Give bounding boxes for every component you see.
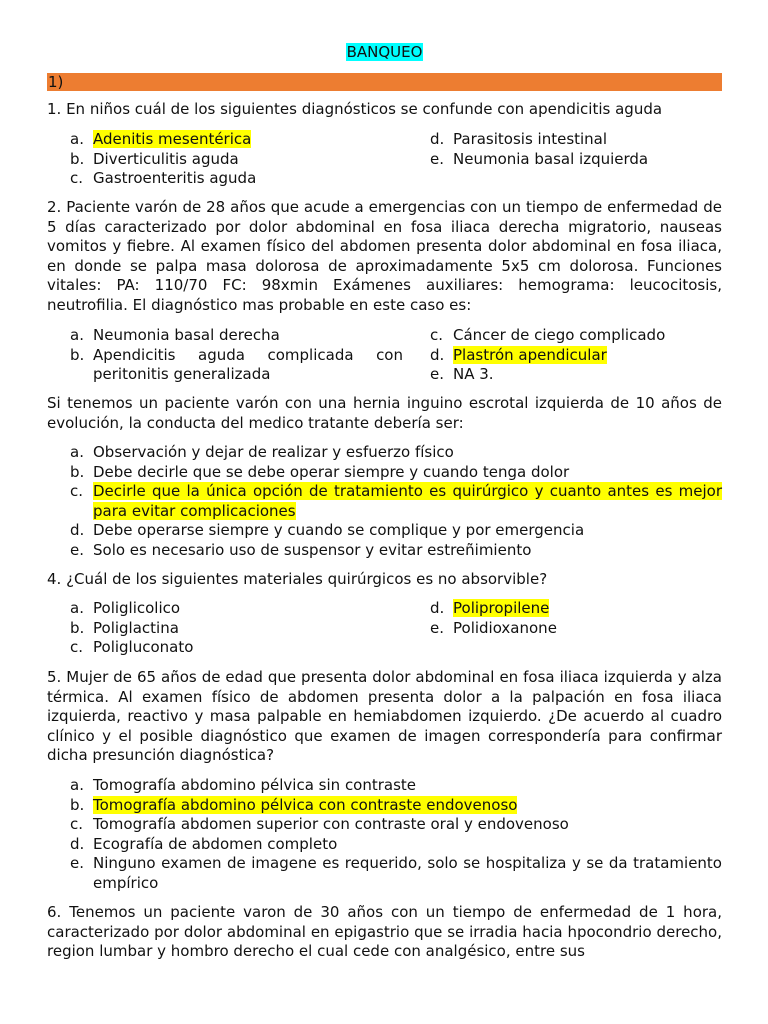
document-title: BANQUEO: [346, 43, 423, 61]
answer-option: [70, 638, 403, 658]
answer-option: [70, 776, 722, 796]
answer-option: [70, 619, 403, 639]
answer-option: [70, 835, 722, 855]
question-1-text: 1. En niños cuál de los siguientes diagnósticos se confunde con apendicitis aguda: [47, 100, 663, 118]
options-left-column: [70, 326, 403, 385]
option-letter: c.: [70, 815, 84, 834]
answer-option: [430, 326, 722, 346]
option-letter: b.: [70, 618, 85, 637]
options-left-column: [70, 130, 403, 189]
option-text: Diverticulitis aguda: [93, 149, 239, 168]
question-3-options: [70, 443, 722, 561]
section-number: 1): [48, 73, 64, 91]
option-letter: a.: [70, 130, 84, 148]
option-letter: c.: [70, 638, 84, 657]
answer-option: [70, 346, 403, 385]
option-text: NA 3.: [453, 365, 494, 384]
options-left-column: [70, 599, 403, 658]
answer-option: [430, 130, 722, 150]
answer-option: [430, 365, 722, 385]
answer-option: [70, 541, 722, 561]
option-text: Cáncer de ciego complicado: [453, 326, 666, 344]
answer-option: [70, 169, 403, 189]
answer-option: [70, 443, 722, 463]
answer-option: [430, 599, 722, 619]
question-2-text: 2. Paciente varón de 28 años que acude a emergencias con un tiempo de enfermedad de 5 días caracterizado por dolor abdominal en fosa iliaca derecha migratorio, nauseas vomitos y fiebre. Al examen físico del abdomen presenta dolor abdominal en fosa iliaca, en donde se palpa masa dolorosa de aproximadamente 5x5 cm dolorosa. Funciones vitales: PA: 110/70 FC: 98xmin Exámenes auxiliares: hemograma: leucocitosis, neutrofilia. El diagnóstico mas probable en este caso es:: [47, 198, 722, 314]
option-text: Tomografía abdomen superior con contraste oral y endovenoso: [93, 815, 569, 834]
option-letter: c.: [430, 326, 444, 344]
question-5-text: 5. Mujer de 65 años de edad que presenta dolor abdominal en fosa iliaca izquierda y alza térmica. Al examen físico de abdomen presenta dolor a la palpación en fosa iliaca izquierda, reactivo y masa palpable en hemiabdomen izquierdo. ¿De acuerdo al cuadro clínico y el posible diagnóstico que examen de imagen correspondería para confirmar dicha presunción diagnóstica?: [47, 668, 722, 765]
answer-option: [70, 326, 403, 346]
option-letter: d.: [70, 521, 85, 540]
option-text: Neumonia basal derecha: [93, 326, 280, 344]
option-letter: a.: [70, 776, 84, 794]
answer-option: [70, 796, 722, 816]
options-right-column: [430, 130, 722, 169]
answer-option: [430, 346, 722, 366]
section-header-bar: [47, 73, 722, 91]
option-text: Apendicitis aguda complicada con peritonitis generalizada: [93, 345, 403, 384]
option-letter: b.: [70, 462, 85, 481]
answer-option: [70, 463, 722, 483]
answer-option: [70, 815, 722, 835]
question-5-options: [70, 776, 722, 894]
option-text: Poliglactina: [93, 618, 179, 637]
option-text: Neumonia basal izquierda: [453, 149, 649, 168]
title-row: [47, 42, 722, 62]
option-text: Tomografía abdomino pélvica sin contraste: [93, 776, 417, 794]
option-text: Observación y dejar de realizar y esfuerzo físico: [93, 443, 454, 461]
option-text: Ecografía de abdomen completo: [93, 834, 338, 853]
question-3-text: Si tenemos un paciente varón con una hernia inguino escrotal izquierda de 10 años de evolución, la conducta del medico tratante debería ser:: [47, 394, 722, 432]
question-6-text: 6. Tenemos un paciente varon de 30 años con un tiempo de enfermedad de 1 hora, caracterizado por dolor abdominal en epigastrio que se irradia hacia hpocondrio derecho, region lumbar y hombro derecho el cual cede con analgésico, entre sus: [47, 903, 722, 961]
option-letter: d.: [430, 345, 445, 364]
answer-option: [430, 619, 722, 639]
option-text-highlighted: Adenitis mesentérica: [93, 130, 252, 148]
option-letter: e.: [430, 365, 444, 384]
option-text-highlighted: Plastrón apendicular: [453, 345, 607, 364]
option-letter: a.: [70, 599, 84, 617]
option-text: Gastroenteritis aguda: [93, 169, 257, 188]
option-text: Parasitosis intestinal: [453, 130, 608, 148]
option-letter: d.: [430, 130, 445, 148]
option-letter: a.: [70, 443, 84, 461]
option-letter: c.: [70, 169, 84, 188]
option-text: Poligluconato: [93, 638, 194, 657]
option-letter: e.: [70, 854, 84, 873]
option-text: Solo es necesario uso de suspensor y evitar estreñimiento: [93, 540, 532, 559]
answer-option: [70, 482, 722, 521]
options-right-column: [430, 326, 722, 385]
answer-option: [70, 854, 722, 893]
answer-option: [70, 130, 403, 150]
option-letter: e.: [430, 149, 444, 168]
options-right-column: [430, 599, 722, 638]
option-text-highlighted: Tomografía abdomino pélvica con contraste endovenoso: [93, 795, 518, 814]
option-letter: b.: [70, 795, 85, 814]
option-letter: e.: [430, 618, 444, 637]
question-4-text: 4. ¿Cuál de los siguientes materiales quirúrgicos es no absorvible?: [47, 570, 548, 588]
option-text-highlighted: Decirle que la única opción de tratamiento es quirúrgico y cuanto antes es mejor para evitar complicaciones: [93, 482, 722, 520]
option-text: Poliglicolico: [93, 599, 181, 617]
option-text-highlighted: Polipropilene: [453, 599, 550, 617]
answer-option: [430, 150, 722, 170]
option-letter: d.: [70, 834, 85, 853]
answer-option: [70, 521, 722, 541]
option-text: Debe operarse siempre y cuando se complique y por emergencia: [93, 521, 585, 540]
option-letter: c.: [70, 482, 84, 501]
option-letter: e.: [70, 540, 84, 559]
option-text: Ninguno examen de imagene es requerido, solo se hospitaliza y se da tratamiento empírico: [93, 854, 722, 892]
option-letter: b.: [70, 149, 85, 168]
option-text: Debe decirle que se debe operar siempre y cuando tenga dolor: [93, 462, 570, 481]
option-letter: d.: [430, 599, 445, 617]
option-letter: b.: [70, 345, 85, 364]
answer-option: [70, 599, 403, 619]
answer-option: [70, 150, 403, 170]
option-text: Polidioxanone: [453, 618, 557, 637]
option-letter: a.: [70, 326, 84, 344]
